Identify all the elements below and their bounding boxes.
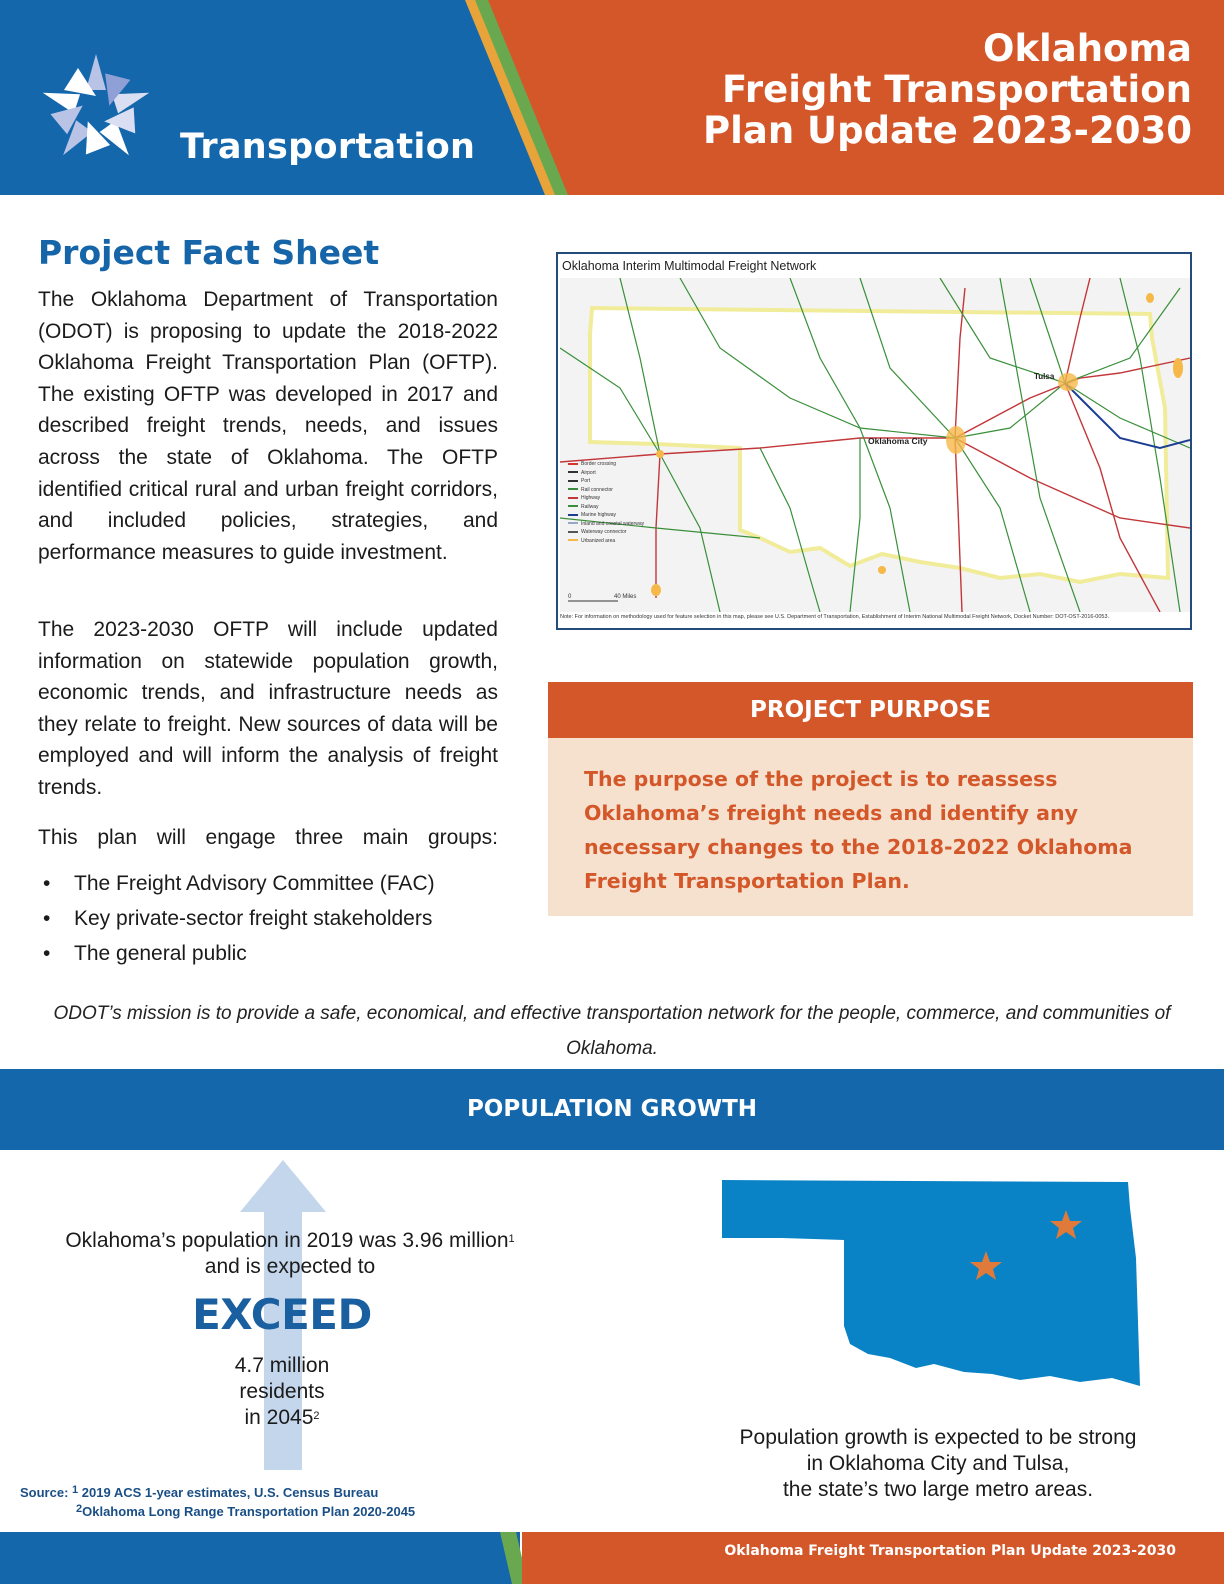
freight-network-map-drawing (560, 278, 1190, 612)
exceed-label: EXCEED (192, 1290, 372, 1339)
footer-bar-blue (0, 1532, 520, 1584)
oklahoma-state-map (720, 1178, 1146, 1388)
list-item: • The Freight Advisory Committee (FAC) (38, 866, 435, 901)
footer-title: Oklahoma Freight Transportation Plan Update 2023-2030 (724, 1543, 1176, 1559)
map-title: Oklahoma Interim Multimodal Freight Network (562, 259, 817, 273)
stakeholder-groups-list (38, 866, 435, 971)
fact-sheet-heading: Project Fact Sheet (38, 233, 380, 272)
legend-item: Marine highway (568, 511, 644, 520)
mission-statement: ODOT’s mission is to provide a safe, economical, and effective transportation network for the people, commerce, and communities of Oklahoma. (53, 1003, 1171, 1059)
groups-intro: This plan will engage three main groups: (38, 826, 498, 849)
list-item: • The general public (38, 936, 435, 971)
population-2019-text: Oklahoma’s population in 2019 was 3.96 million$^1$ (65, 1229, 515, 1252)
population-2045-value: 4.7 million residents in 2045$^2$ (234, 1354, 330, 1429)
brand-wordmark: Transportation (180, 127, 476, 167)
population-sources: Source: $^1$ 2019 ACS 1-year estimates, U.S. Census Bureau $^2$Oklahoma Long Range Transportation Plan 2020-2045 (20, 1484, 416, 1519)
map-scale-zero: 0 (568, 594, 572, 600)
population-map-caption: Population growth is expected to be strong in Oklahoma City and Tulsa, the state’s two large metro areas. (739, 1426, 1137, 1501)
legend-item: Highway (568, 494, 644, 503)
update-paragraph: The 2023-2030 OFTP will include updated information on statewide population growth, economic trends, and infrastructure needs as they relate to freight. New sources of data will be employed and will inform the analysis of freight trends. (38, 618, 498, 799)
intro-paragraph: The Oklahoma Department of Transportation (ODOT) is proposing to update the 2018-2022 Oklahoma Freight Transportation Plan (OFTP). The existing OFTP was developed in 2017 and described freight trends, needs, and issues across the state of Oklahoma. The OFTP identified critical rural and urban freight corridors, and included policies, strategies, and performance measures to guide investment. (38, 288, 498, 564)
legend-item: Urbanized area (568, 537, 644, 546)
purpose-heading: PROJECT PURPOSE (548, 682, 1193, 738)
legend-item: Airport (568, 469, 644, 478)
legend-item: Inland and coastal waterway (568, 520, 644, 529)
map-label-oklahoma-city: Oklahoma City (868, 436, 928, 446)
map-legend (568, 460, 644, 545)
map-note: Note: For information on methodology used for feature selection in this map, please see U.S. Department of Transportation, Establishment of Interim National Multimodal Freight Network, Docket Number: DOT-OST-2016-0053. (560, 614, 1110, 620)
population-expected-text: and is expected to (204, 1255, 376, 1278)
purpose-text: The purpose of the project is to reassess Oklahoma’s freight needs and identify any necessary changes to the 2018-2022 Oklahoma Freight Transportation Plan. (584, 767, 1133, 893)
map-scale-label: 40 Miles (614, 594, 637, 600)
population-heading: POPULATION GROWTH (0, 1069, 1224, 1150)
legend-item: Port (568, 477, 644, 486)
document-title: Oklahoma Freight Transportation Plan Update 2023-2030 (703, 27, 1192, 152)
legend-item: Railway (568, 503, 644, 512)
list-item: • Key private-sector freight stakeholders (38, 901, 435, 936)
legend-item: Rail connector (568, 486, 644, 495)
odot-star-logo (36, 50, 156, 170)
map-label-tulsa: Tulsa (1034, 372, 1055, 381)
legend-item: Waterway connector (568, 528, 644, 537)
legend-item: Border crossing (568, 460, 644, 469)
